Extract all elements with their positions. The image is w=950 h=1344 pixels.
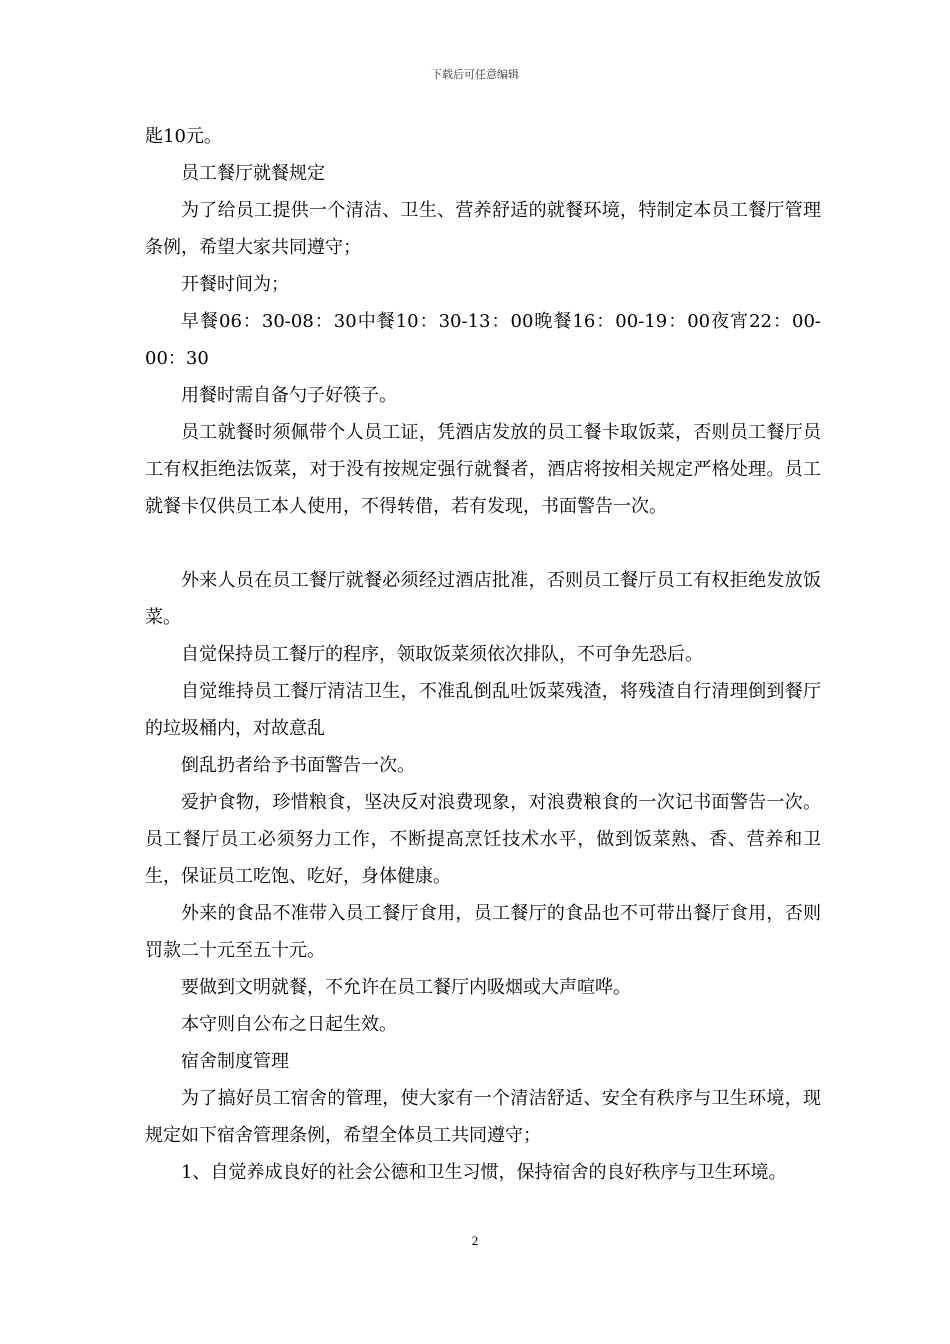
document-body (145, 118, 821, 1191)
paragraph: 自觉保持员工餐厅的程序，领取饭菜须依次排队，不可争先恐后。 (181, 644, 703, 665)
section-heading-canteen: 员工餐厅就餐规定 (181, 163, 325, 184)
paragraph: 匙10元。 (145, 126, 222, 147)
paragraph: 1、自觉养成良好的社会公德和卫生习惯，保持宿舍的良好秩序与卫生环境。 (181, 1162, 787, 1183)
paragraph: 用餐时需自备勺子好筷子。 (181, 385, 397, 406)
paragraph: 爱护食物，珍惜粮食，坚决反对浪费现象，对浪费粮食的一次记书面警告一次。员工餐厅员工必须努力工作，不断提高烹饪技术水平，做到饭菜熟、香、营养和卫生，保证员工吃饱、吃好，身体健康。 (145, 792, 821, 887)
meal-times: 早餐06：30-08：30中餐10：30-13：00晚餐16：00-19：00夜宵22：00-00：30 (145, 311, 821, 369)
paragraph: 为了搞好员工宿舍的管理，使大家有一个清洁舒适、安全有秩序与卫生环境，现规定如下宿舍管理条例，希望全体员工共同遵守； (145, 1088, 821, 1146)
paragraph: 为了给员工提供一个清洁、卫生、营养舒适的就餐环境，特制定本员工餐厅管理条例，希望大家共同遵守； (145, 200, 821, 258)
paragraph: 外来人员在员工餐厅就餐必须经过酒店批准，否则员工餐厅员工有权拒绝发放饭菜。 (145, 570, 821, 628)
paragraph: 员工就餐时须佩带个人员工证，凭酒店发放的员工餐卡取饭菜，否则员工餐厅员工有权拒绝法饭菜，对于没有按规定强行就餐者，酒店将按相关规定严格处理。员工就餐卡仅供员工本人使用，不得转借，若有发现，书面警告一次。 (145, 422, 821, 517)
section-heading-dormitory: 宿舍制度管理 (181, 1051, 289, 1072)
paragraph: 开餐时间为； (181, 274, 289, 295)
paragraph: 自觉维持员工餐厅清洁卫生，不准乱倒乱吐饭菜残渣，将残渣自行清理倒到餐厅的垃圾桶内，对故意乱 (145, 681, 821, 739)
paragraph: 要做到文明就餐，不允许在员工餐厅内吸烟或大声喧哗。 (181, 977, 631, 998)
paragraph: 外来的食品不准带入员工餐厅食用，员工餐厅的食品也不可带出餐厅食用，否则罚款二十元至五十元。 (145, 903, 821, 961)
page-number: 2 (471, 1233, 479, 1248)
paragraph: 倒乱扔者给予书面警告一次。 (181, 755, 415, 776)
page-header: 下载后可任意编辑 (431, 68, 519, 81)
paragraph: 本守则自公布之日起生效。 (181, 1014, 397, 1035)
